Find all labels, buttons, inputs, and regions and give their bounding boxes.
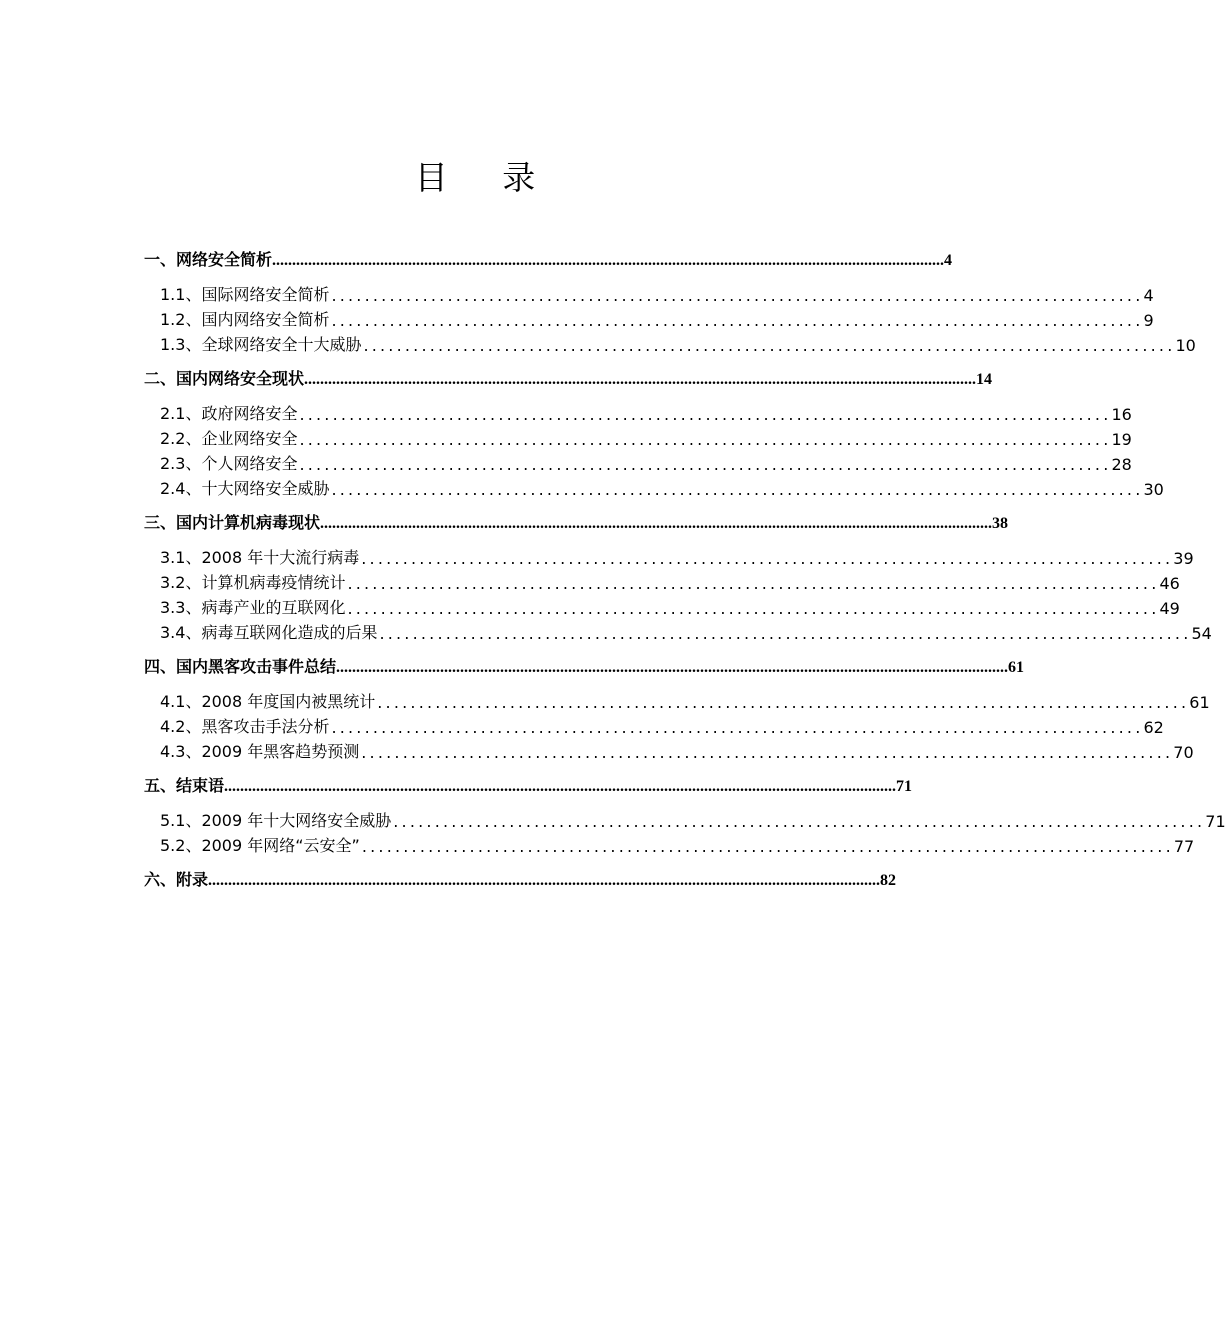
- dot-leader: ..................................................................................................: [361, 549, 1174, 568]
- dot-leader: ........................................................................................................................................................................: [224, 778, 897, 795]
- toc-entry-page: 10: [1175, 336, 1196, 355]
- toc-entry-page: 82: [880, 872, 897, 889]
- toc-entry-page: 4: [1143, 286, 1154, 305]
- toc-entry-3[interactable]: [144, 509, 1009, 533]
- toc-entry-page: 71: [1205, 812, 1226, 831]
- toc-entry-title: 4.1、2008 年度国内被黑统计: [160, 692, 376, 711]
- toc-entry-4-3[interactable]: [144, 738, 1194, 762]
- toc-entry-title: 二、国内网络安全现状: [144, 369, 305, 388]
- dot-leader: ..................................................................................................: [299, 430, 1112, 449]
- toc-entry-page: 14: [976, 371, 993, 388]
- dot-leader: ..................................................................................................: [377, 693, 1190, 712]
- toc-entry-title: 2.1、政府网络安全: [160, 404, 298, 423]
- toc-entry-4-1[interactable]: [144, 688, 1210, 712]
- toc-entry-3-3[interactable]: [144, 594, 1180, 618]
- dot-leader: ..................................................................................................: [331, 311, 1144, 330]
- toc-entry-title: 四、国内黑客攻击事件总结: [144, 657, 337, 676]
- dot-leader: ........................................................................................................................................................................: [320, 515, 993, 532]
- toc-entry-4[interactable]: [144, 653, 1025, 677]
- toc-entry-2[interactable]: [144, 365, 993, 389]
- toc-entry-title: 六、附录: [144, 870, 209, 889]
- dot-leader: ........................................................................................................................................................................: [304, 371, 977, 388]
- toc-entry-3-1[interactable]: [144, 544, 1194, 568]
- toc-entry-5[interactable]: [144, 772, 913, 796]
- dot-leader: ........................................................................................................................................................................: [272, 252, 945, 269]
- dot-leader: ..................................................................................................: [331, 286, 1144, 305]
- toc-entry-page: 49: [1159, 599, 1180, 618]
- toc-entry-4-2[interactable]: [144, 713, 1164, 737]
- toc-entry-5-2[interactable]: [144, 832, 1195, 856]
- toc-entry-page: 61: [1189, 693, 1210, 712]
- toc-entry-2-4[interactable]: [144, 475, 1164, 499]
- toc-entry-2-1[interactable]: [144, 400, 1132, 424]
- dot-leader: ........................................................................................................................................................................: [208, 872, 881, 889]
- dot-leader: ..................................................................................................: [299, 455, 1112, 474]
- toc-entry-1-2[interactable]: [144, 306, 1154, 330]
- toc-entry-page: 16: [1111, 405, 1132, 424]
- toc-entry-title: 3.1、2008 年十大流行病毒: [160, 548, 360, 567]
- toc-entry-page: 46: [1159, 574, 1180, 593]
- toc-entry-title: 五、结束语: [144, 776, 225, 795]
- toc-entry-title: 5.2、2009 年网络“云安全”: [160, 836, 360, 855]
- toc-entry-title: 1.2、国内网络安全简析: [160, 310, 330, 329]
- dot-leader: ..................................................................................................: [347, 599, 1160, 618]
- dot-leader: ..................................................................................................: [361, 743, 1174, 762]
- toc-entry-3-2[interactable]: [144, 569, 1180, 593]
- toc-entry-page: 39: [1173, 549, 1194, 568]
- toc-entry-title: 2.3、个人网络安全: [160, 454, 298, 473]
- toc-entry-page: 62: [1143, 718, 1164, 737]
- toc-entry-2-2[interactable]: [144, 425, 1132, 449]
- toc-entry-page: 77: [1173, 837, 1195, 856]
- toc-entry-title: 3.2、计算机病毒疫情统计: [160, 573, 346, 592]
- dot-leader: ..................................................................................................: [393, 812, 1206, 831]
- toc-entry-1-1[interactable]: [144, 281, 1154, 305]
- toc-entry-title: 2.2、企业网络安全: [160, 429, 298, 448]
- toc-entry-title: 3.3、病毒产业的互联网化: [160, 598, 346, 617]
- toc-entry-title: 4.3、2009 年黑客趋势预测: [160, 742, 360, 761]
- toc-entry-5-1[interactable]: [144, 807, 1226, 831]
- toc-entry-page: 61: [1008, 659, 1025, 676]
- toc-entry-title: 4.2、黑客攻击手法分析: [160, 717, 330, 736]
- toc-entry-page: 28: [1111, 455, 1132, 474]
- dot-leader: ..................................................................................................: [361, 837, 1174, 856]
- dot-leader: ..................................................................................................: [331, 480, 1144, 499]
- toc-entry-3-4[interactable]: [144, 619, 1212, 643]
- toc-entry-page: 38: [992, 515, 1009, 532]
- toc-entry-page: 9: [1143, 311, 1154, 330]
- dot-leader: ..................................................................................................: [379, 624, 1192, 643]
- page-title: 目 录: [414, 158, 558, 197]
- toc-entry-title: 1.1、国际网络安全简析: [160, 285, 330, 304]
- dot-leader: ..................................................................................................: [331, 718, 1144, 737]
- dot-leader: ..................................................................................................: [347, 574, 1160, 593]
- toc-entry-page: 71: [896, 778, 913, 795]
- dot-leader: ..................................................................................................: [299, 405, 1112, 424]
- toc-entry-1-3[interactable]: [144, 331, 1196, 355]
- toc-entry-6[interactable]: [144, 866, 897, 890]
- toc-entry-page: 19: [1111, 430, 1132, 449]
- toc-entry-title: 2.4、十大网络安全威胁: [160, 479, 330, 498]
- toc-entry-page: 4: [944, 252, 953, 269]
- toc-entry-page: 70: [1173, 743, 1194, 762]
- toc-entry-page: 54: [1191, 624, 1212, 643]
- toc-entry-title: 5.1、2009 年十大网络安全威胁: [160, 811, 392, 830]
- dot-leader: ..................................................................................................: [363, 336, 1176, 355]
- toc-entry-title: 一、网络安全简析: [144, 250, 273, 269]
- toc-entry-2-3[interactable]: [144, 450, 1132, 474]
- toc-entry-1[interactable]: [144, 246, 953, 270]
- dot-leader: ........................................................................................................................................................................: [336, 659, 1009, 676]
- toc-entry-title: 三、国内计算机病毒现状: [144, 513, 321, 532]
- toc-entry-title: 1.3、全球网络安全十大威胁: [160, 335, 362, 354]
- toc-entry-page: 30: [1143, 480, 1164, 499]
- toc-entry-title: 3.4、病毒互联网化造成的后果: [160, 623, 378, 642]
